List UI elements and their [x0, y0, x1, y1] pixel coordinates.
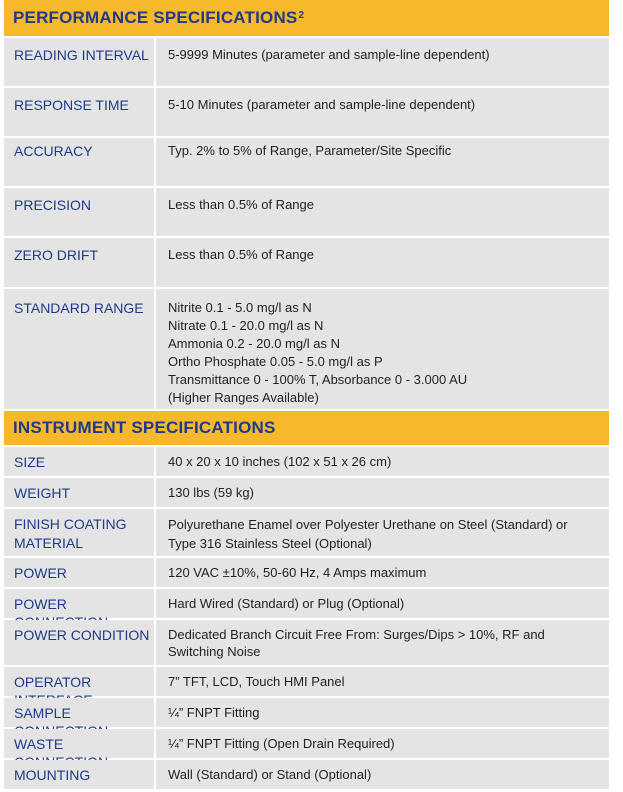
spec-label: ACCURACY — [4, 138, 154, 186]
spec-value: Less than 0.5% of Range — [156, 238, 609, 287]
spec-value: 40 x 20 x 10 inches (102 x 51 x 26 cm) — [156, 447, 609, 476]
spec-row-waste-connection — [4, 729, 609, 758]
performance-title: PERFORMANCE SPECIFICATIONS — [13, 8, 298, 27]
spec-value: 120 VAC ±10%, 50-60 Hz, 4 Amps maximum — [156, 558, 609, 587]
spec-row-accuracy — [4, 138, 609, 186]
spec-row-operator-interface — [4, 667, 609, 696]
spec-row-mounting — [4, 760, 609, 789]
spec-row-finish-coating — [4, 509, 609, 556]
spec-label: WASTE — [4, 729, 154, 758]
spec-label: SIZE — [4, 447, 154, 476]
spec-sheet — [4, 0, 609, 791]
spec-label: MOUNTING — [4, 760, 154, 789]
spec-value: Polyurethane Enamel over Polyester Urethane on Steel (Standard) or Type 316 Stainless Steel (Optional) — [156, 509, 609, 556]
spec-row-size — [4, 447, 609, 476]
instrument-header — [4, 411, 609, 445]
spec-row-power — [4, 558, 609, 587]
footnote-marker: 2 — [298, 9, 305, 21]
spec-value: Hard Wired (Standard) or Plug (Optional) — [156, 589, 609, 618]
spec-label: READING INTERVAL — [4, 38, 154, 86]
spec-label: SAMPLE — [4, 698, 154, 727]
instrument-title: INSTRUMENT SPECIFICATIONS — [13, 418, 276, 437]
spec-value: Less than 0.5% of Range — [156, 188, 609, 236]
spec-row-zero-drift — [4, 238, 609, 287]
spec-row-power-connection — [4, 589, 609, 618]
spec-label: POWER CONDITION — [4, 620, 154, 665]
spec-label: PRECISION — [4, 188, 154, 236]
spec-row-standard-range — [4, 289, 609, 409]
spec-value: Dedicated Branch Circuit Free From: Surges/Dips > 10%, RF and Switching Noise — [156, 620, 609, 665]
spec-row-power-condition — [4, 620, 609, 665]
spec-value: 5-10 Minutes (parameter and sample-line dependent) — [156, 88, 609, 136]
spec-label: FINISH COATING MATERIAL — [4, 509, 154, 556]
spec-label: RESPONSE TIME — [4, 88, 154, 136]
spec-value: 7” TFT, LCD, Touch HMI Panel — [156, 667, 609, 696]
spec-label: OPERATOR — [4, 667, 154, 696]
performance-header — [4, 0, 609, 36]
spec-value: 130 lbs (59 kg) — [156, 478, 609, 507]
spec-value: ¼” FNPT Fitting — [156, 698, 609, 727]
spec-value: ¼” FNPT Fitting (Open Drain Required) — [156, 729, 609, 758]
spec-value: 5-9999 Minutes (parameter and sample-line dependent) — [156, 38, 609, 86]
spec-label: WEIGHT — [4, 478, 154, 507]
spec-value: Typ. 2% to 5% of Range, Parameter/Site Specific — [156, 138, 609, 186]
spec-label: ZERO DRIFT — [4, 238, 154, 287]
spec-label: STANDARD RANGE — [4, 289, 154, 409]
spec-value: Nitrite 0.1 - 5.0 mg/l as N Nitrate 0.1 - 20.0 mg/l as N Ammonia 0.2 - 20.0 mg/l as N Ortho Phosphate 0.05 - 5.0 mg/l as P Transmittance 0 - 100% T, Absorbance 0 - 3.000 AU (Higher Ranges Available) — [156, 289, 609, 409]
spec-value: Wall (Standard) or Stand (Optional) — [156, 760, 609, 789]
spec-row-response-time — [4, 88, 609, 136]
spec-row-sample-connection — [4, 698, 609, 727]
spec-label: POWER — [4, 558, 154, 587]
spec-label: POWER — [4, 589, 154, 618]
spec-row-reading-interval — [4, 38, 609, 86]
spec-row-precision — [4, 188, 609, 236]
spec-row-weight — [4, 478, 609, 507]
